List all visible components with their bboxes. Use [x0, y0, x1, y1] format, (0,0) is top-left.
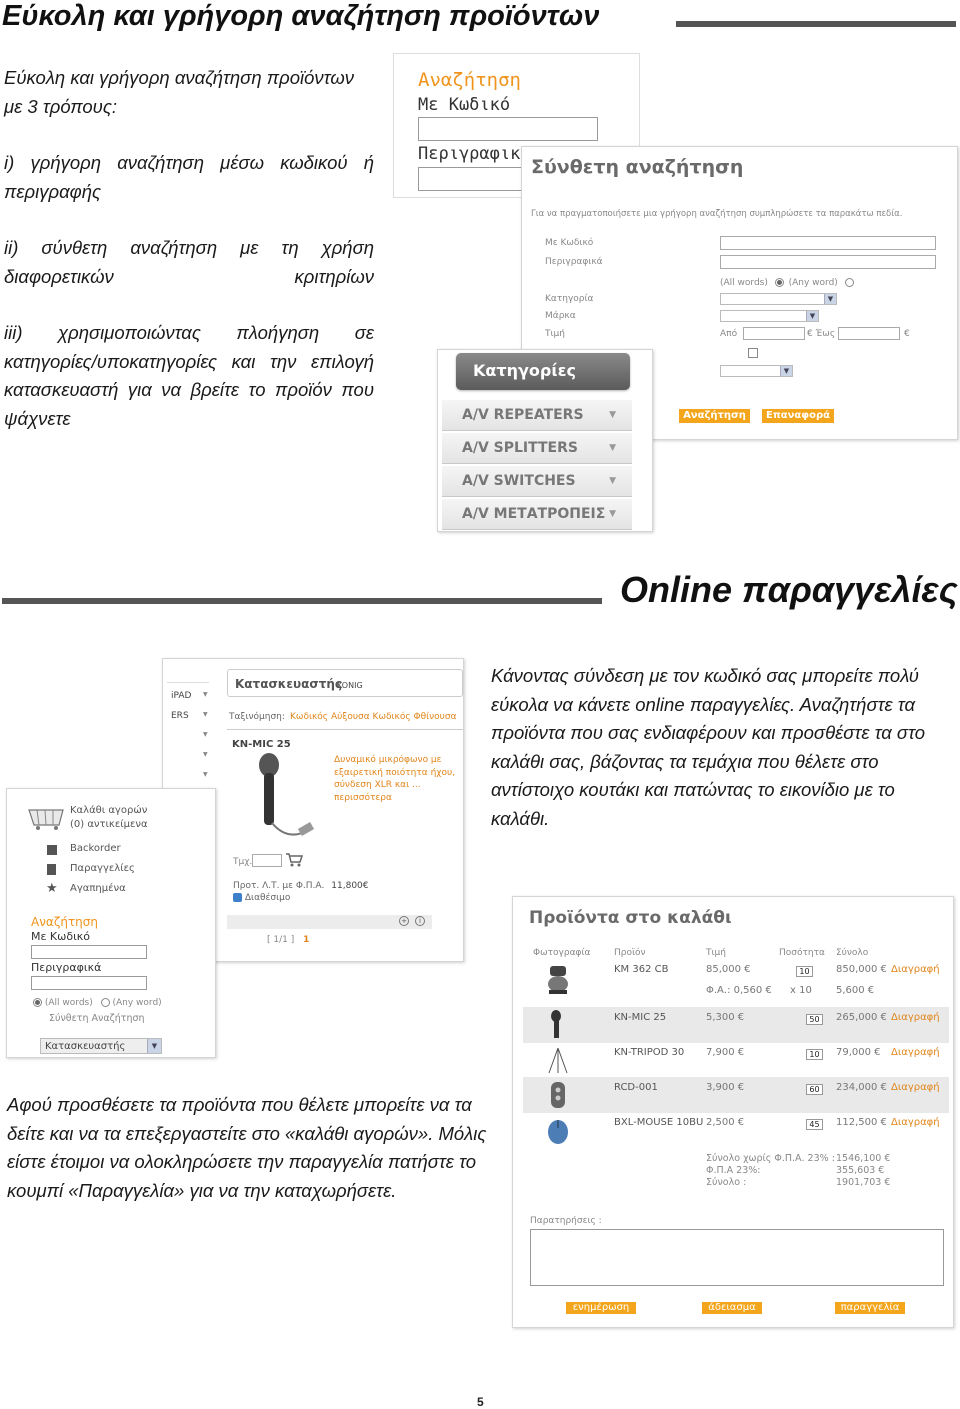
availability: [233, 893, 290, 903]
cart-row-fee: Φ.Α.: 0,560 €: [706, 985, 772, 996]
sidebar-link-orders[interactable]: [47, 863, 207, 877]
adv-price-from-input[interactable]: [743, 327, 805, 340]
adv-price-label: Τιμή: [545, 329, 565, 339]
chevron-down-icon: ▼: [203, 771, 208, 778]
sidebar-all-words-radio[interactable]: [33, 998, 42, 1007]
cart-row-price: 7,900 €: [706, 1047, 745, 1058]
cart-row-qty-input[interactable]: 10: [806, 1049, 823, 1060]
cart-row-delete[interactable]: Διαγραφή: [891, 1012, 940, 1023]
cart-icon[interactable]: [285, 852, 303, 868]
price-label-text: Προτ. Λ.Τ. με Φ.Π.Α.: [233, 881, 325, 891]
intro-paragraph: Εύκολη και γρήγορη αναζήτηση προϊόντων με 3 τρόπους:: [4, 67, 354, 117]
category-item[interactable]: [442, 499, 632, 530]
sidebar-link-label: Παραγγελίες: [70, 863, 135, 874]
side-menu-item-label: iPAD: [171, 691, 192, 701]
cart-title[interactable]: Καλάθι αγορών: [70, 805, 148, 816]
adv-code-input[interactable]: [720, 236, 936, 250]
adv-description-input[interactable]: [720, 255, 936, 269]
cart-row: [523, 960, 949, 1004]
sidebar-any-word-radio[interactable]: [101, 998, 110, 1007]
orders-icon: [47, 864, 56, 875]
cart-row-fee-qty: x 10: [790, 985, 812, 996]
availability-label: Διαθέσιμο: [244, 893, 291, 903]
sidebar-panel: [6, 788, 216, 1058]
adv-all-words-label: (All words): [720, 278, 768, 288]
manufacturer-value: KONIG: [337, 681, 363, 690]
header-photo: Φωτογραφία: [533, 948, 591, 958]
sidebar-all-words-label: (All words): [44, 998, 93, 1008]
summary-label: Σύνολο :: [706, 1177, 747, 1188]
cart-row-qty-input[interactable]: 45: [806, 1119, 823, 1130]
header-product: Προϊόν: [614, 948, 646, 958]
cart-row-total: 850,000 €: [836, 964, 887, 975]
price-value: 11,800€: [331, 881, 369, 891]
backorder-icon: [47, 845, 57, 855]
adv-euro-sign: €: [904, 329, 910, 339]
point-one: i) γρήγορη αναζήτηση μέσω κωδικού ή περιγραφής: [4, 152, 374, 202]
mixer-thumbnail: [545, 964, 571, 994]
order-button[interactable]: παραγγελία: [835, 1302, 905, 1314]
cart-row-qty-input[interactable]: 50: [806, 1014, 823, 1025]
pagination-range: [ 1/1 ]: [267, 935, 295, 945]
chevron-down-icon: ▼: [609, 443, 616, 453]
cart-row-product: KM 362 CB: [614, 964, 669, 975]
cart-row-product: RCD-001: [614, 1082, 658, 1093]
chevron-down-icon: ▼: [609, 476, 616, 486]
remote-thumbnail: [545, 1080, 571, 1110]
summary-value: 355,603 €: [836, 1165, 885, 1176]
zoom-icon[interactable]: +: [399, 916, 409, 926]
chevron-down-icon: ▼: [806, 311, 818, 321]
product-code: KN-MIC 25: [232, 739, 291, 750]
adv-checkbox[interactable]: [748, 348, 758, 358]
chevron-down-icon: ▼: [203, 711, 208, 718]
point-three: iii) χρησιμοποιώντας πλοήγηση σε κατηγορίες/υποκατηγορίες και την επιλογή κατασκευαστή για να βρείτε το προϊόν που ψάχνετε: [4, 322, 374, 429]
cart-count: (0) αντικείμενα: [70, 819, 148, 830]
cart-row-fee-total: 5,600 €: [836, 985, 875, 996]
adv-reset-button[interactable]: Επαναφορά: [762, 409, 834, 423]
empty-cart-button[interactable]: άδειασμα: [702, 1302, 762, 1314]
cart-row-delete[interactable]: Διαγραφή: [891, 964, 940, 975]
cart-row: [523, 1007, 949, 1043]
cart-row-price: 85,000 €: [706, 964, 751, 975]
sidebar-manufacturer-select-value: Κατασκευαστής: [45, 1041, 126, 1052]
qty-label: Τμχ.: [233, 857, 253, 867]
sidebar-code-label: Με Κωδικό: [31, 930, 91, 943]
chevron-down-icon: ▼: [203, 731, 208, 738]
sidebar-code-input[interactable]: [31, 945, 147, 959]
chevron-down-icon: ▼: [609, 410, 616, 420]
adv-category-label: Κατηγορία: [545, 294, 594, 304]
product-description: Δυναμικό μικρόφωνο με εξαιρετική ποιότητα ήχου, σύνδεση XLR και ... περισσότερα: [334, 755, 456, 803]
cart-row-product: BXL-MOUSE 10BU: [614, 1117, 704, 1128]
cart-row-total: 234,000 €: [836, 1082, 887, 1093]
adv-from-label: Από: [720, 329, 738, 339]
notes-textarea[interactable]: [530, 1229, 944, 1286]
cart-row-qty-input[interactable]: 60: [806, 1084, 823, 1095]
sidebar-link-label: Αγαπημένα: [70, 883, 126, 894]
cart-row-total: 265,000 €: [836, 1012, 887, 1023]
sidebar-any-word-label: (Any word): [112, 998, 162, 1008]
summary-label: Φ.Π.Α 23%:: [706, 1165, 761, 1176]
side-menu-item[interactable]: [171, 711, 189, 721]
info-icon[interactable]: i: [415, 916, 425, 926]
sidebar-link-label: Backorder: [70, 843, 121, 854]
summary-value: 1546,100 €: [836, 1153, 891, 1164]
cart-row-product: KN-TRIPOD 30: [614, 1047, 685, 1058]
advanced-search-title: Σύνθετη αναζήτηση: [531, 156, 744, 178]
adv-category-select[interactable]: [720, 293, 837, 305]
chevron-down-icon: ▼: [147, 1039, 161, 1053]
categories-header: [456, 353, 630, 390]
adv-code-label: Με Κωδικό: [545, 238, 594, 248]
summary-value: 1901,703 €: [836, 1177, 891, 1188]
adv-any-word-radio[interactable]: [845, 278, 854, 287]
cart-row-product: KN-MIC 25: [614, 1012, 667, 1023]
availability-icon: [233, 893, 242, 902]
sidebar-advanced-link[interactable]: Σύνθετη Αναζήτηση: [49, 1013, 145, 1024]
adv-extra-select[interactable]: [720, 365, 793, 377]
cart-row-delete[interactable]: Διαγραφή: [891, 1117, 940, 1128]
section2-rule: [2, 598, 602, 604]
price-label: [233, 881, 369, 891]
adv-search-button[interactable]: Αναζήτηση: [679, 409, 750, 423]
star-icon: ★: [46, 881, 58, 896]
adv-brand-select[interactable]: [720, 310, 819, 322]
adv-price-to-input[interactable]: [838, 327, 900, 340]
adv-description-label: Περιγραφικά: [545, 257, 603, 267]
sidebar-link-backorder[interactable]: [47, 843, 207, 857]
microphone-image: [247, 753, 317, 843]
pagination: [267, 935, 309, 945]
chevron-down-icon: ▼: [780, 366, 792, 376]
notes-label: Παρατηρήσεις :: [530, 1216, 602, 1226]
quick-search-description-input[interactable]: [418, 167, 538, 191]
page-number: 5: [477, 1395, 484, 1409]
adv-all-words: [720, 278, 854, 288]
section-title-search: Εύκολη και γρήγορη αναζήτηση προϊόντων: [2, 0, 600, 32]
side-menu-item-label: ERS: [171, 711, 189, 721]
categories-panel: [437, 349, 653, 532]
sidebar-search-title: Αναζήτηση: [31, 915, 98, 929]
basket-icon: [27, 807, 67, 831]
cart-row-price: 3,900 €: [706, 1082, 745, 1093]
sidebar-word-options: [33, 998, 162, 1008]
header-qty: Ποσότητα: [779, 948, 825, 958]
adv-any-word-label: (Any word): [788, 278, 838, 288]
cart-panel-title: Προϊόντα στο καλάθι: [529, 908, 732, 928]
quick-search-description-label: Περιγραφικ: [418, 144, 521, 164]
qty-input[interactable]: [252, 854, 282, 867]
cart-row-price: 2,500 €: [706, 1117, 745, 1128]
side-menu-item[interactable]: [171, 691, 191, 701]
quick-search-code-input[interactable]: [418, 117, 598, 141]
sidebar-description-label: Περιγραφικά: [31, 961, 102, 974]
cart-row-total: 79,000 €: [836, 1047, 881, 1058]
category-item[interactable]: [442, 466, 632, 497]
cart-instructions-text: Αφού προσθέσετε τα προϊόντα που θέλετε μπορείτε να τα δείτε και να τα επεξεργαστείτε στο «καλάθι αγορών». Μόλις είστε έτοιμοι να ολοκληρώσετε την παραγγελία πατήστε το κουμπί «Παραγγελία» για να την καταχωρήσετε.: [7, 1094, 487, 1201]
category-item-label: A/V REPEATERS: [462, 407, 584, 423]
chevron-down-icon: ▼: [203, 751, 208, 758]
online-orders-text: Κάνοντας σύνδεση με τον κωδικό σας μπορείτε πολύ εύκολα να κάνετε online παραγγελίες. Αναζητήστε τα προϊόντα που σας ενδιαφέρουν και προσθέστε τα στο καλάθι σας, βάζοντας τα τεμάχια που θέλετε στο αντίστοιχο κουτάκι και πατώντας το εικονίδιο με το καλάθι.: [491, 665, 926, 829]
adv-to-label: € Έως: [807, 329, 836, 339]
search-intro-text: [4, 64, 374, 433]
adv-brand-label: Μάρκα: [545, 311, 576, 321]
category-list: [442, 400, 632, 530]
category-item[interactable]: [442, 433, 632, 464]
summary-label: Σύνολο χωρίς Φ.Π.Α. 23% :: [706, 1153, 835, 1164]
mouse-thumbnail: [545, 1115, 571, 1145]
sidebar-manufacturer-select[interactable]: [40, 1038, 162, 1054]
quick-search-title: Αναζήτηση: [418, 69, 521, 91]
cart-row-price: 5,300 €: [706, 1012, 745, 1023]
chevron-down-icon: ▼: [203, 691, 208, 698]
category-item-label: A/V SPLITTERS: [462, 440, 578, 456]
title-rule: [676, 21, 956, 27]
cart-row: [523, 1042, 949, 1078]
cart-row: [523, 1077, 949, 1113]
cart-panel: [512, 896, 954, 1328]
category-item-label: A/V ΜΕΤΑΤΡΟΠΕΙΣ: [462, 506, 606, 522]
section-title-online-orders: Online παραγγελίες: [620, 569, 958, 610]
side-menu-divider: [167, 669, 209, 683]
adv-all-words-radio[interactable]: [775, 278, 784, 287]
sidebar-description-input[interactable]: [31, 976, 147, 990]
advanced-search-hint: Για να πραγματοποιήσετε μια γρήγορη αναζήτηση συμπληρώσετε τα παρακάτω πεδία.: [531, 209, 903, 219]
chevron-down-icon: ▼: [824, 294, 836, 304]
microphone-thumbnail: [545, 1010, 571, 1040]
point-two: ii) σύνθετη αναζήτηση με τη χρήση διαφορετικών κριτηρίων: [4, 237, 374, 287]
manufacturer-filter[interactable]: [227, 669, 463, 697]
manufacturer-label: Κατασκευαστής: [235, 677, 343, 691]
cart-row-delete[interactable]: Διαγραφή: [891, 1082, 940, 1093]
page-number-link[interactable]: 1: [303, 935, 310, 945]
header-total: Σύνολο: [836, 948, 869, 958]
quick-search-code-label: Με Κωδικό: [418, 95, 511, 115]
category-item-label: A/V SWITCHES: [462, 473, 576, 489]
update-button[interactable]: ενημέρωση: [566, 1302, 636, 1314]
header-price: Τιμή: [706, 948, 726, 958]
sort-options[interactable]: Κωδικός Αύξουσα Κωδικός Φθίνουσα: [290, 712, 457, 722]
sidebar-link-favorites[interactable]: [47, 883, 207, 897]
cart-row-qty-input[interactable]: 10: [796, 966, 813, 977]
sort-label: Ταξινόμηση:: [229, 712, 285, 722]
cart-row: [523, 1112, 949, 1148]
category-item[interactable]: [442, 400, 632, 431]
chevron-down-icon: ▼: [609, 509, 616, 519]
cart-row-delete[interactable]: Διαγραφή: [891, 1047, 940, 1058]
categories-title: Κατηγορίες: [473, 361, 576, 380]
tripod-thumbnail: [545, 1045, 571, 1075]
cart-row-total: 112,500 €: [836, 1117, 887, 1128]
product-card-divider: [227, 729, 463, 730]
